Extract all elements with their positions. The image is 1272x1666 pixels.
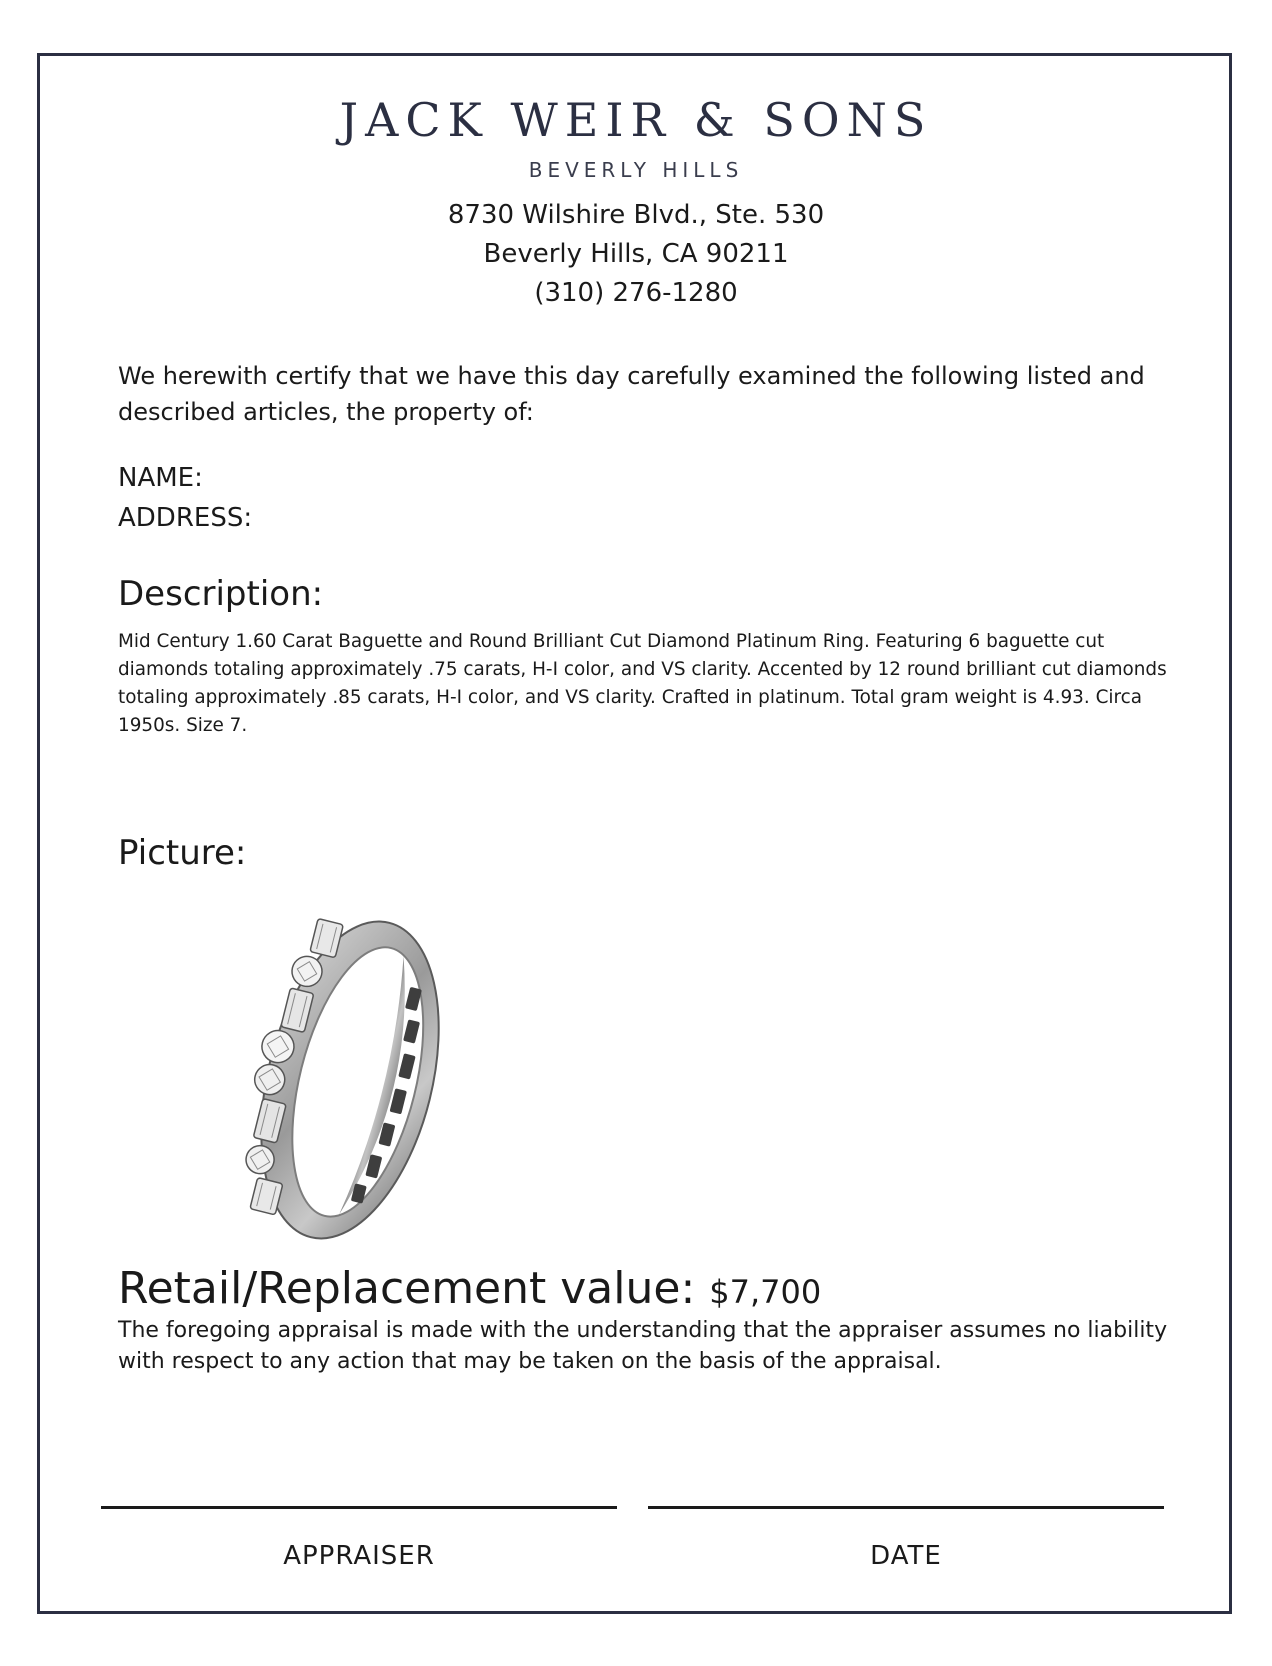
description-text: Mid Century 1.60 Carat Baguette and Round Brilliant Cut Diamond Platinum Ring. Featuring 6 baguette cut diamonds totaling approximately .75 carats, H-I color, and VS clarity. Accented by 12 round brilliant cut diamonds totaling approximately .85 carats, H-I color, and VS clarity. Crafted in platinum. Total gram weight is 4.93. Circa 1950s. Size 7. — [118, 631, 1167, 736]
brand-location: BEVERLY HILLS — [528, 158, 744, 182]
address-label: ADDRESS: — [118, 503, 253, 533]
address-line-1: 8730 Wilshire Blvd., Ste. 530 — [447, 200, 825, 230]
valuation-amount: $7,700 — [709, 1273, 822, 1311]
phone-number: (310) 276-1280 — [534, 278, 738, 308]
date-signature-line — [648, 1506, 1164, 1509]
name-label: NAME: — [118, 463, 203, 493]
ring-photo — [220, 905, 480, 1255]
disclaimer-text: The foregoing appraisal is made with the understanding that the appraiser assumes no liability with respect to any action that may be taken on the basis of the appraisal. — [118, 1318, 1168, 1374]
brand-name: JACK WEIR & SONS — [339, 93, 933, 147]
valuation-label: Retail/Replacement value: — [118, 1263, 696, 1314]
address-line-2: Beverly Hills, CA 90211 — [483, 239, 789, 269]
certification-statement: We herewith certify that we have this day carefully examined the following listed and described articles, the property of: — [118, 362, 1145, 426]
description-heading: Description: — [118, 574, 324, 614]
appraiser-signature-line — [101, 1506, 617, 1509]
valuation-line — [118, 1261, 821, 1320]
appraiser-label: APPRAISER — [283, 1541, 435, 1571]
picture-heading: Picture: — [118, 833, 247, 873]
date-label: DATE — [870, 1541, 942, 1571]
